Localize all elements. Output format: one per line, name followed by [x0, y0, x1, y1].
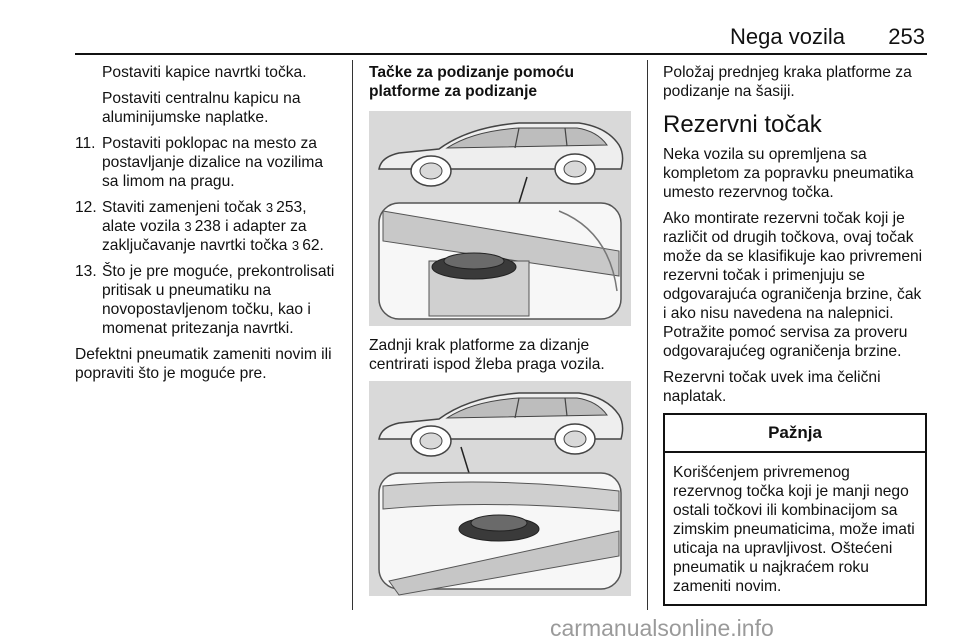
paragraph-temporary-spare: Ako montirate rezervni točak koji je različit od drugih točkova, ovaj točak može da se klasifikuje kao privremeni rezervni točak i primenjuju se odgovarajuća ograničenja brzine, čak i ako nisu navedena na nalepnici. Potražite pomoć servisa za proveru odgovarajućeg ograničenja brzine. — [663, 210, 923, 360]
page-reference[interactable]: 62 — [302, 237, 320, 254]
paragraph-steel-rim: Rezervni točak uvek ima čelični naplatak. — [663, 369, 881, 405]
page-reference-arrow-icon: 3 — [291, 238, 300, 253]
step-text-part: , alate vozila — [102, 199, 307, 235]
column-2 — [369, 63, 631, 606]
step-number: 11. — [75, 135, 96, 152]
step-text-part: Staviti zamenjeni točak — [102, 199, 266, 216]
step-text-part: . — [319, 237, 324, 254]
section-heading-lifting-points: Tačke za podizanje pomoću platforme za podizanje — [369, 64, 575, 100]
caution-notice — [663, 413, 927, 606]
paragraph-front-arm-position: Položaj prednjeg kraka platforme za podizanje na šasiji. — [663, 64, 912, 100]
caution-notice-body: Korišćenjem privremenog rezervnog točka koji je manji nego ostali točkovi ili kombinacijom sa zimskim pneumaticima, može imati uticaja na upravljivost. Oštećeni pneumatik u najkraćem roku zameniti novim. — [673, 464, 915, 595]
figure-front-lift-point — [369, 381, 631, 596]
caution-notice-title: Pažnja — [665, 415, 925, 453]
step-12 — [75, 198, 343, 255]
paragraph-wheel-caps: Postaviti kapice navrtki točka. — [102, 64, 307, 81]
column-1 — [75, 63, 343, 390]
running-header-title: Nega vozila — [730, 24, 845, 49]
page-reference[interactable]: 238 — [194, 218, 221, 235]
figure-rear-lift-point — [369, 111, 631, 326]
page-reference[interactable]: 253 — [276, 199, 303, 216]
step-text: Što je pre moguće, prekontrolisati pritisak u pneumatiku na novopostavljenom točku, kao i momenat pritezanja navrtki. — [102, 263, 335, 337]
section-heading-spare-wheel: Rezervni točak — [663, 111, 822, 138]
column-3 — [663, 63, 928, 606]
figure-caption-rear-arm: Zadnji krak platforme za dizanje centrirati ispod žleba praga vozila. — [369, 337, 605, 373]
paragraph-defective-tyre: Defektni pneumatik zameniti novim ili popraviti što je moguće pre. — [75, 346, 332, 382]
paragraph-repair-kit: Neka vozila su opremljena sa kompletom za popravku pneumatika umesto rezervnog točka. — [663, 146, 914, 201]
header-rule — [75, 53, 927, 55]
column-divider-right — [647, 60, 648, 610]
page-reference-arrow-icon: 3 — [184, 219, 192, 234]
step-text: Postaviti poklopac na mesto za postavljanje dizalice na vozilima sa limom na pragu. — [102, 135, 324, 190]
paragraph-center-cap: Postaviti centralnu kapicu na aluminijumske naplatke. — [102, 90, 301, 126]
page-reference-arrow-icon: 3 — [265, 200, 274, 215]
step-number: 12. — [75, 199, 97, 216]
step-13 — [75, 262, 343, 338]
watermark: carmanualsonline.info — [550, 615, 774, 641]
step-text-part: i adapter za zaključavanje navrtki točka — [102, 218, 307, 254]
column-divider-left — [352, 60, 353, 610]
step-11 — [75, 134, 343, 191]
step-number: 13. — [75, 263, 97, 280]
page-number: 253 — [888, 24, 925, 49]
